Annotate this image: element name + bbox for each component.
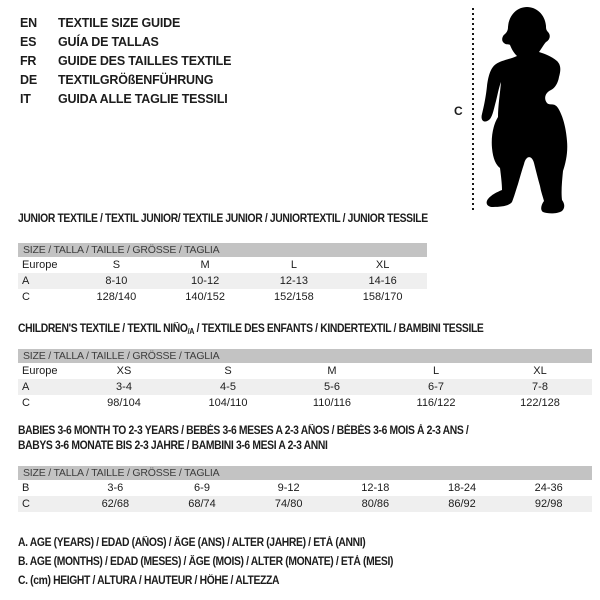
- language-list: [20, 14, 231, 109]
- size-cell: 12-13: [279, 275, 308, 287]
- size-cell: 8-10: [105, 275, 128, 287]
- size-cell: 116/122: [416, 397, 456, 409]
- table-title: [18, 322, 535, 339]
- table-title-segment: CHILDREN'S TEXTILE / TEXTIL NIÑO: [18, 323, 188, 335]
- size-header-bar: SIZE / TALLA / TAILLE / GRÖSSE / TAGLIA: [18, 243, 427, 257]
- table-row: [18, 480, 592, 496]
- table-title-segment: / TEXTILE DES ENFANTS / KINDERTEXTIL / BAMBINI TESSILE: [194, 323, 484, 335]
- row-label: C: [22, 291, 30, 303]
- table-title-segment: /A: [187, 327, 195, 336]
- size-cell: 18-24: [447, 482, 477, 494]
- size-cell: 4-5: [220, 381, 236, 393]
- language-code: DE: [20, 73, 37, 87]
- legend-note: C. (cm) HEIGHT / ALTURA / HAUTEUR / HÖHE / ALTEZZA: [18, 575, 280, 587]
- size-cell: 122/128: [520, 397, 560, 409]
- size-cell: 128/140: [96, 291, 137, 303]
- size-cell: 9-12: [277, 482, 300, 494]
- babies-table: [18, 424, 592, 512]
- table-row: [18, 289, 427, 305]
- row-label: Europe: [22, 365, 58, 377]
- size-cell: M: [327, 365, 337, 377]
- baby-silhouette-icon: [478, 4, 588, 216]
- table-row: [18, 379, 592, 395]
- language-row: [20, 33, 231, 52]
- size-cell: 5-6: [324, 381, 340, 393]
- size-cell: S: [224, 365, 232, 377]
- language-code: EN: [20, 16, 37, 30]
- table-row: [18, 363, 592, 379]
- table-title-segment: BABYS 3-6 MONATE BIS 2-3 JAHRE / BAMBINI 3-6 MESI A 2-3 ANNI: [18, 440, 328, 452]
- table-row: [18, 257, 427, 273]
- size-cell: 7-8: [532, 381, 548, 393]
- size-cell: XL: [375, 259, 390, 271]
- size-cell: 110/116: [312, 397, 352, 409]
- size-cell: 86/92: [448, 498, 476, 510]
- language-row: [20, 71, 231, 90]
- language-title: TEXTILE SIZE GUIDE: [58, 16, 181, 30]
- size-cell: 12-18: [361, 482, 390, 494]
- language-title: GUIDE DES TAILLES TEXTILE: [58, 54, 232, 68]
- language-code: IT: [20, 92, 31, 106]
- row-label: A: [22, 275, 30, 287]
- row-label: A: [22, 381, 30, 393]
- size-cell: 14-16: [368, 275, 397, 287]
- size-cell: 80/86: [361, 498, 390, 510]
- size-cell: 92/98: [534, 498, 563, 510]
- language-row: [20, 14, 231, 33]
- size-cell: M: [200, 259, 210, 271]
- size-cell: 6-7: [428, 381, 444, 393]
- size-cell: 104/110: [208, 397, 248, 409]
- size-cell: 6-9: [194, 482, 210, 494]
- size-cell: 3-6: [107, 482, 124, 494]
- size-cell: 3-4: [116, 381, 132, 393]
- table-row: [18, 496, 592, 512]
- language-code: ES: [20, 35, 37, 49]
- table-row: [18, 273, 427, 289]
- size-cell: 62/68: [101, 498, 130, 510]
- table-title: [18, 424, 535, 439]
- size-cell: 140/152: [185, 291, 225, 303]
- language-title: TEXTILGRÖßENFÜHRUNG: [58, 73, 214, 87]
- table-title-segment: BABIES 3-6 MONTH TO 2-3 YEARS / BEBÉS 3-6 MESES A 2-3 AÑOS / BÉBÉS 3-6 MOIS À 2-3 ANS /: [18, 425, 469, 437]
- height-dotted-line: [472, 8, 474, 210]
- table-row: [18, 395, 592, 411]
- size-cell: S: [112, 259, 121, 271]
- table-title: [18, 212, 428, 227]
- legend-note: B. AGE (MONTHS) / EDAD (MESES) / ÂGE (MOIS) / ALTER (MONATE) / ETÀ (MESI): [18, 556, 394, 568]
- size-cell: 158/170: [362, 291, 403, 303]
- size-header-bar: SIZE / TALLA / TAILLE / GRÖSSE / TAGLIA: [18, 466, 592, 480]
- children-table: [18, 322, 592, 411]
- table-title: [18, 439, 535, 454]
- size-cell: 98/104: [107, 397, 141, 409]
- size-cell: 68/74: [188, 498, 216, 510]
- legend-note: A. AGE (YEARS) / EDAD (AÑOS) / ÂGE (ANS) / ALTER (JAHRE) / ETÀ (ANNI): [18, 537, 366, 549]
- size-cell: 10-12: [191, 275, 220, 287]
- table-title-segment: JUNIOR TEXTILE / TEXTIL JUNIOR/ TEXTILE JUNIOR / JUNIORTEXTIL / JUNIOR TESSILE: [18, 213, 428, 225]
- language-title: GUIDA ALLE TAGLIE TESSILI: [58, 92, 228, 106]
- size-cell: 24-36: [534, 482, 563, 494]
- legend: [18, 534, 435, 591]
- language-title: GUÍA DE TALLAS: [58, 35, 159, 49]
- size-header-bar: SIZE / TALLA / TAILLE / GRÖSSE / TAGLIA: [18, 349, 592, 363]
- row-label: C: [22, 397, 30, 409]
- size-cell: 74/80: [274, 498, 303, 510]
- size-cell: L: [432, 365, 440, 377]
- row-label: C: [22, 498, 30, 510]
- size-cell: 152/158: [273, 291, 314, 303]
- language-row: [20, 90, 231, 109]
- row-label: Europe: [22, 259, 58, 271]
- junior-table: [18, 212, 427, 305]
- language-code: FR: [20, 54, 37, 68]
- size-cell: L: [290, 259, 297, 271]
- size-cell: XS: [116, 365, 132, 377]
- size-cell: XL: [533, 365, 547, 377]
- row-label: B: [22, 482, 30, 494]
- language-row: [20, 52, 231, 71]
- height-label-c: C: [454, 104, 463, 118]
